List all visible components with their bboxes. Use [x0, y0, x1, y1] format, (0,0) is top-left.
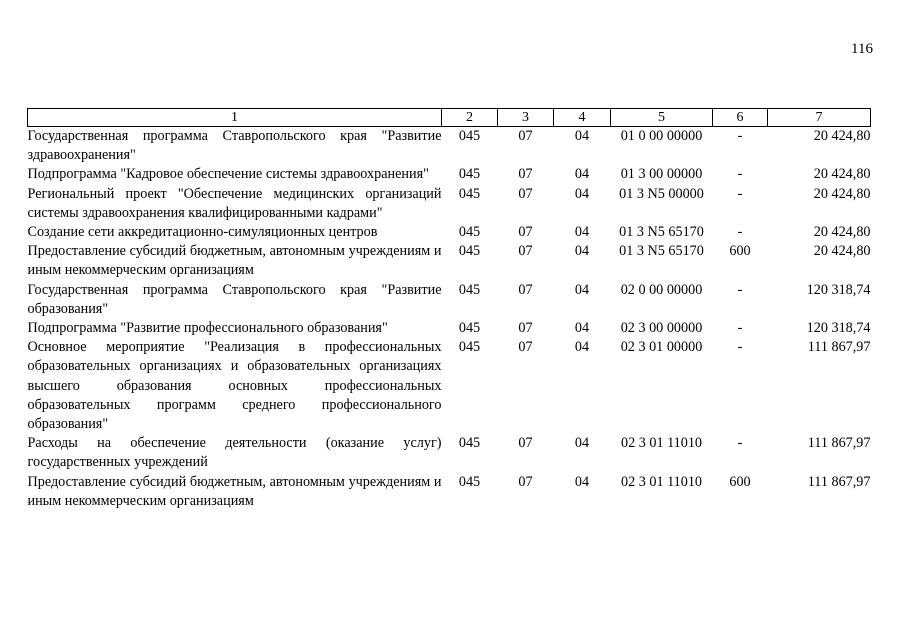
table-row	[28, 165, 871, 184]
row-code-5: 01 3 N5 00000	[619, 185, 704, 202]
row-code-2: 045	[458, 243, 481, 260]
row-code-6: -	[737, 166, 743, 183]
row-amount: 120 318,74	[806, 320, 871, 337]
row-code-6: -	[737, 224, 743, 241]
row-amount: 20 424,80	[813, 128, 871, 144]
row-code-6: -	[737, 128, 743, 144]
row-code-4: 04	[574, 473, 590, 490]
row-code-6: 600	[729, 473, 751, 490]
row-code-4: 04	[574, 224, 590, 241]
row-amount: 20 424,80	[813, 243, 871, 260]
row-name: Предоставление субсидий бюджетным, автономным учреждениям и иным некоммерческим организациям	[27, 473, 442, 509]
row-code-3: 07	[518, 281, 533, 298]
row-code-4: 04	[574, 243, 590, 260]
row-code-3: 07	[518, 243, 533, 260]
row-code-6: -	[737, 339, 743, 356]
column-header: 3	[498, 109, 554, 127]
row-code-3: 07	[518, 166, 533, 183]
row-code-2: 045	[458, 185, 481, 202]
table-row	[28, 473, 871, 511]
row-name: Расходы на обеспечение деятельности (оказание услуг) государственных учреждений	[27, 435, 442, 471]
column-header: 4	[554, 109, 611, 127]
row-code-3: 07	[518, 473, 533, 490]
row-code-2: 045	[458, 473, 481, 490]
row-code-2: 045	[458, 128, 481, 144]
table-row	[28, 319, 871, 338]
row-name: Предоставление субсидий бюджетным, автономным учреждениям и иным некоммерческим организациям	[27, 243, 442, 279]
row-code-2: 045	[458, 281, 481, 298]
row-name: Подпрограмма "Кадровое обеспечение системы здравоохранения"	[27, 166, 429, 183]
row-amount: 111 867,97	[807, 473, 871, 490]
row-code-3: 07	[518, 128, 533, 144]
table-row	[28, 338, 871, 434]
row-code-5: 02 3 01 11010	[620, 435, 703, 452]
column-header: 2	[442, 109, 498, 127]
row-code-3: 07	[518, 339, 533, 356]
row-code-2: 045	[458, 339, 481, 356]
column-header: 7	[768, 109, 871, 127]
table-row	[28, 434, 871, 472]
row-name: Основное мероприятие "Реализация в профессиональных образовательных организациях и образовательных организациях высшего образования основных профессиональных образовательных программ среднего профессионального образования"	[27, 339, 442, 433]
row-code-5: 01 3 00 00000	[620, 166, 703, 183]
table-row	[28, 223, 871, 242]
row-name: Подпрограмма "Развитие профессионального образования"	[27, 320, 388, 337]
row-code-3: 07	[518, 224, 533, 241]
column-header: 6	[713, 109, 768, 127]
row-amount: 20 424,80	[813, 224, 871, 241]
table-row	[28, 127, 871, 166]
row-code-6: -	[737, 281, 743, 298]
row-code-3: 07	[518, 435, 533, 452]
table-row	[28, 281, 871, 319]
row-name: Создание сети аккредитационно-симуляционных центров	[27, 224, 378, 241]
row-code-6: -	[737, 435, 743, 452]
table-header-row	[28, 109, 871, 127]
row-code-2: 045	[458, 166, 481, 183]
row-code-5: 02 3 01 11010	[620, 473, 703, 490]
row-code-4: 04	[574, 128, 590, 144]
row-code-5: 01 3 N5 65170	[619, 243, 704, 260]
row-code-3: 07	[518, 185, 533, 202]
row-code-5: 01 3 N5 65170	[619, 224, 704, 241]
table-row	[28, 242, 871, 280]
row-name: Государственная программа Ставропольского края "Развитие образования"	[27, 281, 442, 317]
row-code-5: 02 3 01 00000	[620, 339, 703, 356]
row-code-4: 04	[574, 166, 590, 183]
column-header: 5	[611, 109, 713, 127]
row-amount: 111 867,97	[807, 435, 871, 452]
row-code-4: 04	[574, 339, 590, 356]
table-row	[28, 185, 871, 223]
row-amount: 20 424,80	[813, 166, 871, 183]
row-code-4: 04	[574, 281, 590, 298]
row-code-6: -	[737, 320, 743, 337]
column-header: 1	[28, 109, 442, 127]
row-code-2: 045	[458, 320, 481, 337]
row-code-5: 01 0 00 00000	[620, 128, 703, 144]
row-code-4: 04	[574, 320, 590, 337]
row-code-5: 02 3 00 00000	[620, 320, 703, 337]
row-code-2: 045	[458, 224, 481, 241]
table-body	[28, 127, 871, 512]
page-number: 116	[851, 41, 873, 57]
row-code-2: 045	[458, 435, 481, 452]
row-code-3: 07	[518, 320, 533, 337]
row-code-4: 04	[574, 185, 590, 202]
row-amount: 111 867,97	[807, 339, 871, 356]
row-amount: 120 318,74	[806, 281, 871, 298]
row-name: Региональный проект "Обеспечение медицинских организаций системы здравоохранения квалифицированными кадрами"	[27, 185, 442, 221]
row-code-6: 600	[729, 243, 751, 260]
budget-table	[27, 108, 871, 511]
row-amount: 20 424,80	[813, 185, 871, 202]
row-code-6: -	[737, 185, 743, 202]
row-name: Государственная программа Ставропольского края "Развитие здравоохранения"	[27, 128, 442, 164]
row-code-5: 02 0 00 00000	[620, 281, 703, 298]
row-code-4: 04	[574, 435, 590, 452]
